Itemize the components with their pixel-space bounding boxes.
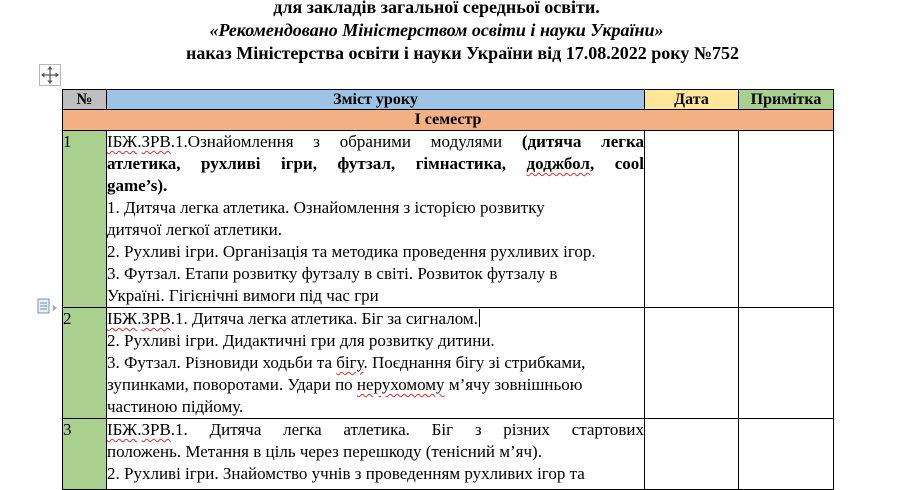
add-row-icon[interactable] bbox=[36, 297, 62, 317]
row-number: 3 bbox=[63, 419, 107, 490]
lesson-text-line: 3. Футзал. Етапи розвитку футзалу в світі. Розвиток футзалу в bbox=[107, 264, 558, 283]
header-line-1: для закладів загальної середньої освіти. bbox=[273, 0, 600, 17]
lesson-text-line: ІБЖ.ЗРВ.1. Дитяча легка атлетика. Біг за сигналом. bbox=[107, 309, 478, 328]
note-cell[interactable] bbox=[739, 308, 834, 419]
lesson-content-cell[interactable] bbox=[107, 419, 645, 490]
lesson-text-line: 1. Дитяча легка атлетика. Ознайомлення з історією розвитку bbox=[107, 198, 545, 217]
lesson-text-line: ІБЖ.ЗРВ.1. Дитяча легка атлетика. Біг з різних стартових bbox=[107, 420, 644, 439]
date-cell[interactable] bbox=[645, 308, 739, 419]
lesson-text-line: ІБЖ.ЗРВ.1.Ознайомлення з обраними модулями (дитяча легка bbox=[107, 132, 645, 151]
semester-row bbox=[63, 110, 834, 131]
lesson-text-line: 2. Рухливі ігри. Організація та методика проведення рухливих ігор. bbox=[107, 242, 596, 261]
column-header-date: Дата bbox=[645, 90, 739, 110]
text-cursor bbox=[479, 309, 480, 327]
lesson-text-line: 2. Рухливі ігри. Дидактичні гри для розвитку дитини. bbox=[107, 331, 495, 350]
lesson-text-line: 3. Футзал. Різновиди ходьби та бігу. Поєднання бігу зі стрибками, bbox=[107, 353, 586, 372]
table-row bbox=[63, 131, 834, 308]
lesson-text-line: дитячої легкої атлетики. bbox=[107, 220, 282, 239]
column-header-note: Примітка bbox=[739, 90, 834, 110]
lesson-text-line: частиною підйому. bbox=[107, 397, 244, 416]
column-header-num: № bbox=[63, 90, 107, 110]
lesson-text-line: положень. Метання в ціль через перешкоду (тенісний м’яч). bbox=[107, 442, 542, 461]
date-cell[interactable] bbox=[645, 419, 739, 490]
row-number: 2 bbox=[63, 308, 107, 419]
table-move-handle-icon[interactable] bbox=[39, 64, 61, 86]
table-row bbox=[63, 419, 834, 490]
table-row bbox=[63, 308, 834, 419]
lesson-content-cell[interactable] bbox=[107, 308, 645, 419]
lesson-text-line: 2. Рухливі ігри. Знайомство учнів з проведенням рухливих ігор та bbox=[107, 464, 585, 483]
note-cell[interactable] bbox=[739, 131, 834, 308]
column-header-content: Зміст уроку bbox=[107, 90, 645, 110]
lesson-text-line: Україні. Гігієнічні вимоги під час гри bbox=[107, 286, 379, 305]
lesson-text-line: атлетика, рухливі ігри, футзал, гімнастика, доджбол, cool bbox=[107, 154, 644, 173]
header-line-3: наказ Міністерства освіти і науки України від 17.08.2022 року №752 bbox=[186, 43, 739, 63]
lesson-content-cell[interactable] bbox=[107, 131, 645, 308]
table-header-row bbox=[63, 90, 834, 110]
row-number: 1 bbox=[63, 131, 107, 308]
semester-label: І семестр bbox=[63, 110, 834, 131]
lesson-text-line: зупинками, поворотами. Удари по нерухомому м’ячу зовнішньою bbox=[107, 375, 583, 394]
date-cell[interactable] bbox=[645, 131, 739, 308]
lesson-table bbox=[62, 89, 834, 490]
header-line-2: «Рекомендовано Міністерством освіти і науки України» bbox=[209, 20, 664, 40]
lesson-text-line: game’s). bbox=[107, 176, 168, 195]
note-cell[interactable] bbox=[739, 419, 834, 490]
